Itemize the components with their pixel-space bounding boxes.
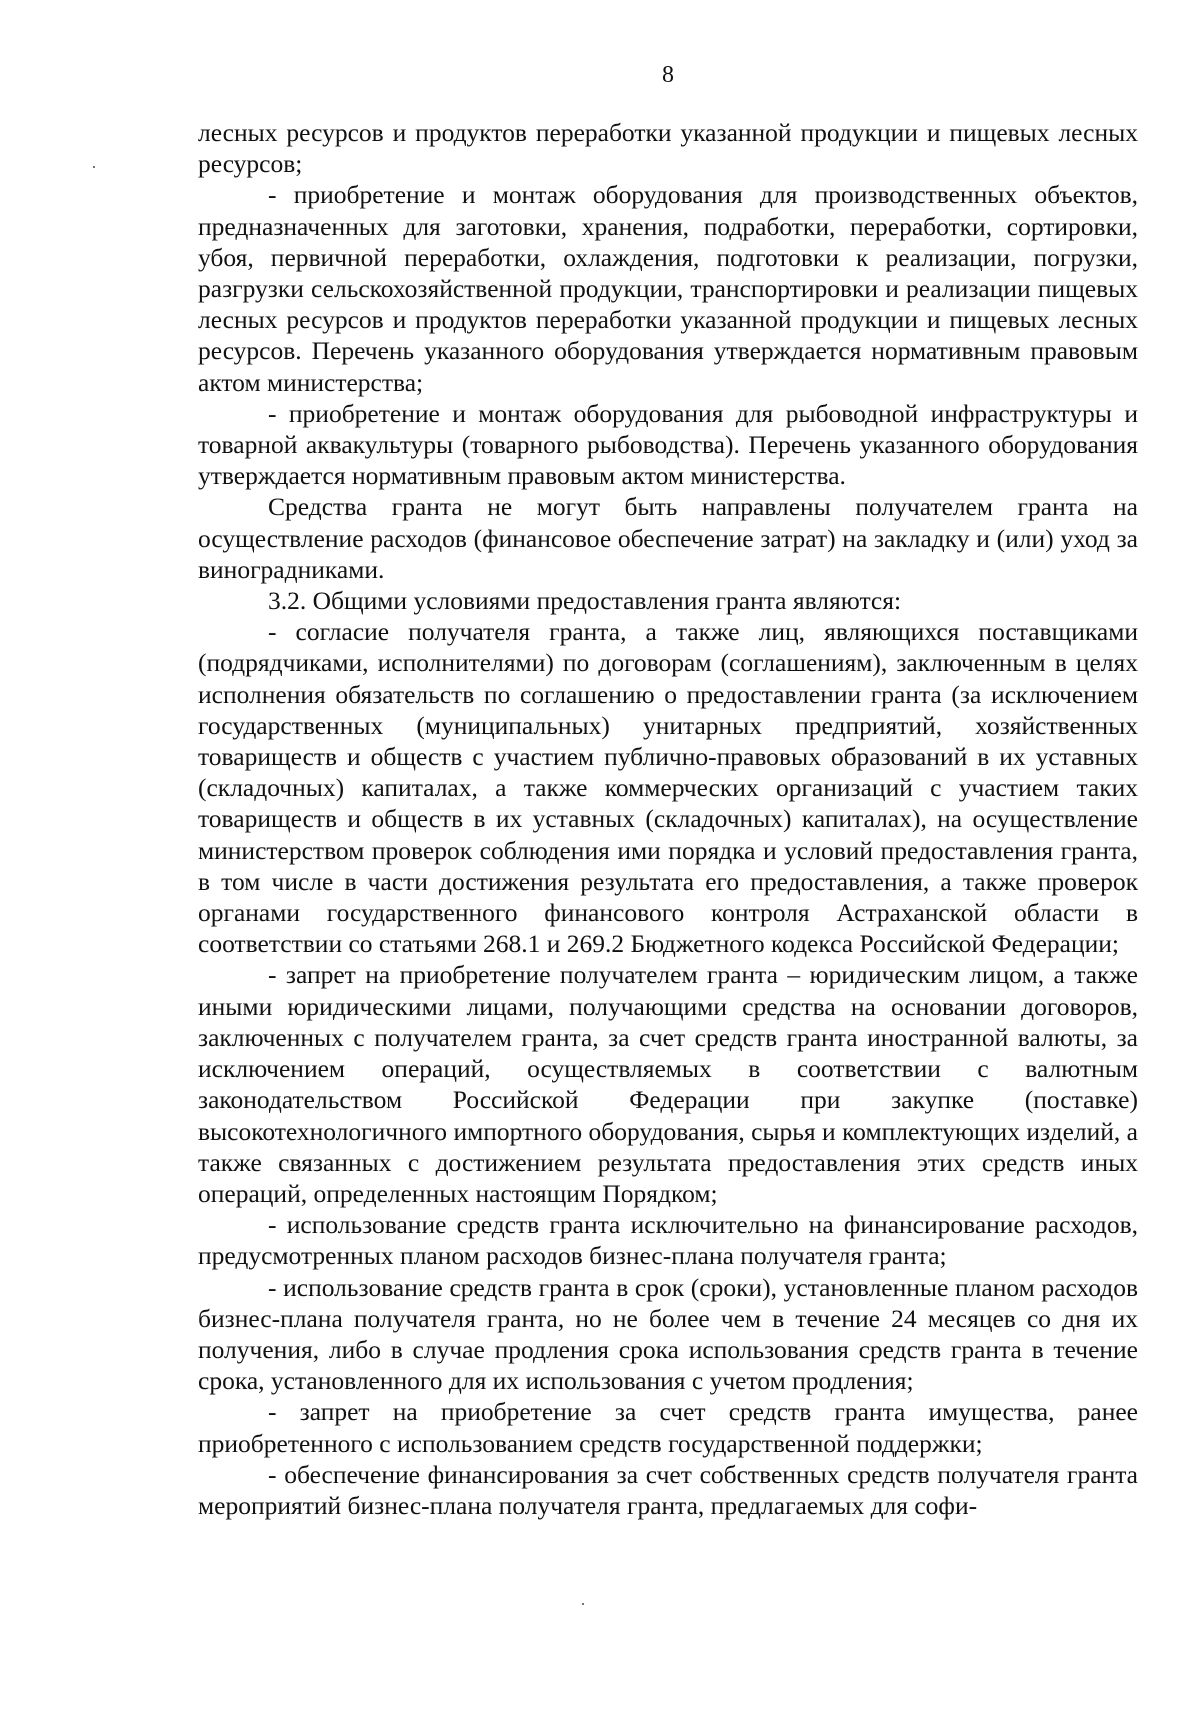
paragraph-section-3-2: 3.2. Общими условиями предоставления гранта являются: xyxy=(268,586,902,616)
document-body xyxy=(198,117,1138,1521)
paragraph-equipment-production: - приобретение и монтаж оборудования для производственных объектов, предназначенных для заготовки, хранения, подработки, переработки, сортировки, убоя, первичной переработки, охлаждения, подготовки к реализации, погрузки, разгрузки сельскохозяйственной продукции, транспортировки и реализации пищевых лесных ресурсов и продуктов переработки указанной продукции и пищевых лесных ресурсов. Перечень указанного оборудования утверждается нормативным правовым актом министерства; xyxy=(198,180,1138,397)
paragraph-use-exclusive: - использование средств гранта исключительно на финансирование расходов, предусмотренных планом расходов бизнес-плана получателя гранта; xyxy=(198,1210,1138,1271)
paragraph-consent: - согласие получателя гранта, а также лиц, являющихся поставщиками (подрядчиками, исполнителями) по договорам (соглашениям), заключенным в целях исполнения обязательств по соглашению о предоставлении гранта (за исключением государственных (муниципальных) унитарных предприятий, хозяйственных товариществ и обществ с участием публично-правовых образований в их уставных (складочных) капиталах, а также коммерческих организаций с участием таких товариществ и обществ в их уставных (складочных) капиталах), на осуществление министерством проверок соблюдения ими порядка и условий предоставления гранта, в том числе в части достижения результата его предоставления, а также проверок органами государственного финансового контроля Астраханской области в соответствии со статьями 268.1 и 269.2 Бюджетного кодекса Российской Федерации; xyxy=(198,617,1138,959)
page-number: 8 xyxy=(662,62,674,88)
scan-speck xyxy=(93,166,95,168)
paragraph-grant-restriction: Средства гранта не могут быть направлены получателем гранта на осуществление расходов (финансовое обеспечение затрат) на закладку и (или) уход за виноградниками. xyxy=(198,492,1138,584)
scan-speck xyxy=(582,1603,584,1605)
paragraph-currency-ban: - запрет на приобретение получателем гранта – юридическим лицом, а также иными юридическими лицами, получающими средства на основании договоров, заключенных с получателем гранта, за счет средств гранта иностранной валюты, за исключением операций, осуществляемых в соответствии с валютным законодательством Российской Федерации при закупке (поставке) высокотехнологичного импортного оборудования, сырья и комплектующих изделий, а также связанных с достижением результата предоставления этих средств иных операций, определенных настоящим Порядком; xyxy=(198,960,1138,1208)
paragraph-cofinancing: - обеспечение финансирования за счет собственных средств получателя гранта мероприятий бизнес-плана получателя гранта, предлагаемых для софи- xyxy=(198,1459,1138,1520)
paragraph-use-term: - использование средств гранта в срок (сроки), установленные планом расходов бизнес-плана получателя гранта, но не более чем в течение 24 месяцев со дня их получения, либо в случае продления срока использования средств гранта в течение срока, установленного для их использования с учетом продления; xyxy=(198,1272,1138,1396)
paragraph-continuation: лесных ресурсов и продуктов переработки указанной продукции и пищевых лесных ресурсов; xyxy=(198,118,1138,179)
paragraph-equipment-fish: - приобретение и монтаж оборудования для рыбоводной инфраструктуры и товарной аквакультуры (товарного рыбоводства). Перечень указанного оборудования утверждается нормативным правовым актом министерства. xyxy=(198,398,1138,491)
paragraph-property-ban: - запрет на приобретение за счет средств гранта имущества, ранее приобретенного с использованием средств государственной поддержки; xyxy=(198,1397,1138,1458)
